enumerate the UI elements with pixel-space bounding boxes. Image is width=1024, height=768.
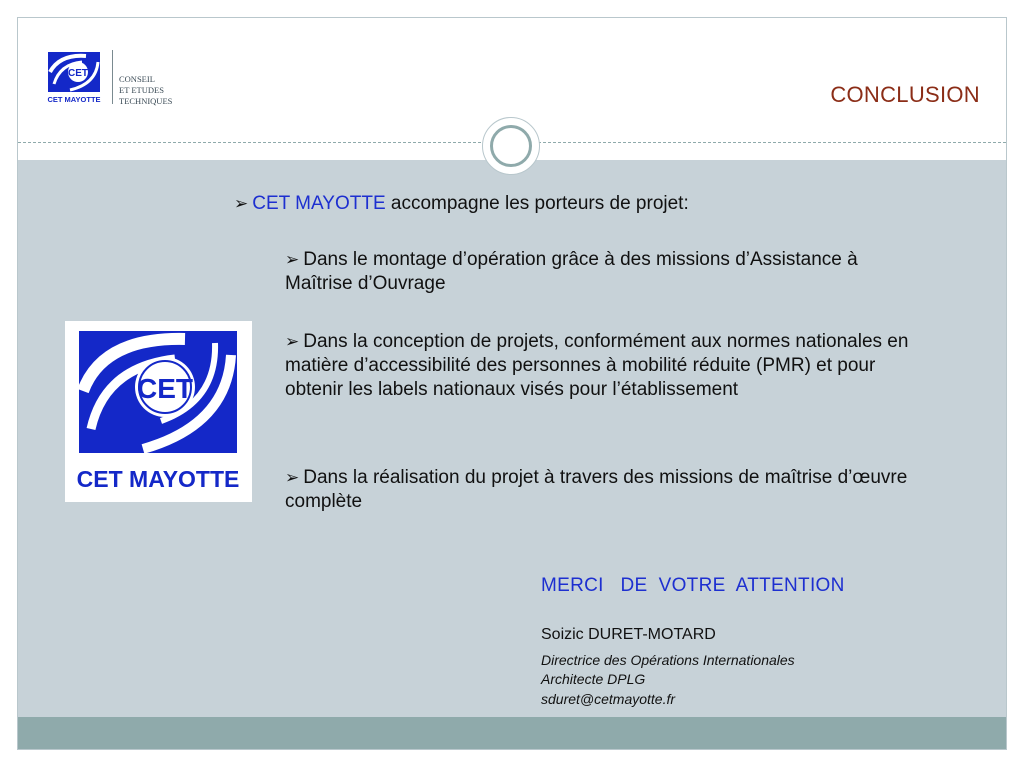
arrow-bullet-icon: ➢ <box>285 468 300 487</box>
logo-mark-text: CET <box>68 68 88 79</box>
signature-role: Directrice des Opérations Internationales <box>541 652 795 668</box>
slide-title: CONCLUSION <box>830 82 980 107</box>
big-logo-caption: CET MAYOTTE <box>76 466 240 492</box>
bullet-item <box>285 248 925 296</box>
arrow-bullet-icon: ➢ <box>285 332 300 351</box>
logo-divider <box>112 50 113 104</box>
thank-you-text: MERCI DE VOTRE ATTENTION <box>541 575 845 596</box>
footer-bar <box>18 717 1006 750</box>
logo-caption: CET MAYOTTE <box>47 95 101 104</box>
slide <box>17 17 1007 750</box>
bullet-item <box>285 330 925 402</box>
ornament-ring <box>490 125 532 167</box>
signature-name: Soizic DURET-MOTARD <box>541 626 716 643</box>
signature-title: Architecte DPLG <box>541 671 646 687</box>
bullet-text: Dans le montage d’opération grâce à des missions d’Assistance à Maîtrise d’Ouvrage <box>285 249 858 294</box>
lead-text: accompagne les porteurs de projet: <box>385 193 689 214</box>
company-line: ET ETUDES <box>119 85 164 95</box>
company-line: TECHNIQUES <box>119 96 173 106</box>
cet-logo-small <box>46 50 102 106</box>
bullet-text: Dans la réalisation du projet à travers des missions de maîtrise d’œuvre complète <box>285 467 908 512</box>
signature-email: sduret@cetmayotte.fr <box>541 691 676 707</box>
company-highlight: CET MAYOTTE <box>252 193 386 214</box>
bullet-text: Dans la conception de projets, conformément aux normes nationales en matière d’accessibilité des personnes à mobilité réduite (PMR) et pour obtenir les labels nationaux visés pour l’établissement <box>285 331 909 400</box>
lead-statement <box>234 193 689 215</box>
bullet-item <box>285 466 925 514</box>
cet-mayotte-logo <box>65 321 252 502</box>
company-line: CONSEIL <box>119 74 155 84</box>
big-logo-mark-text: CET <box>137 373 193 404</box>
arrow-bullet-icon: ➢ <box>285 250 300 269</box>
company-name <box>119 74 172 107</box>
arrow-bullet-icon: ➢ <box>234 194 249 213</box>
